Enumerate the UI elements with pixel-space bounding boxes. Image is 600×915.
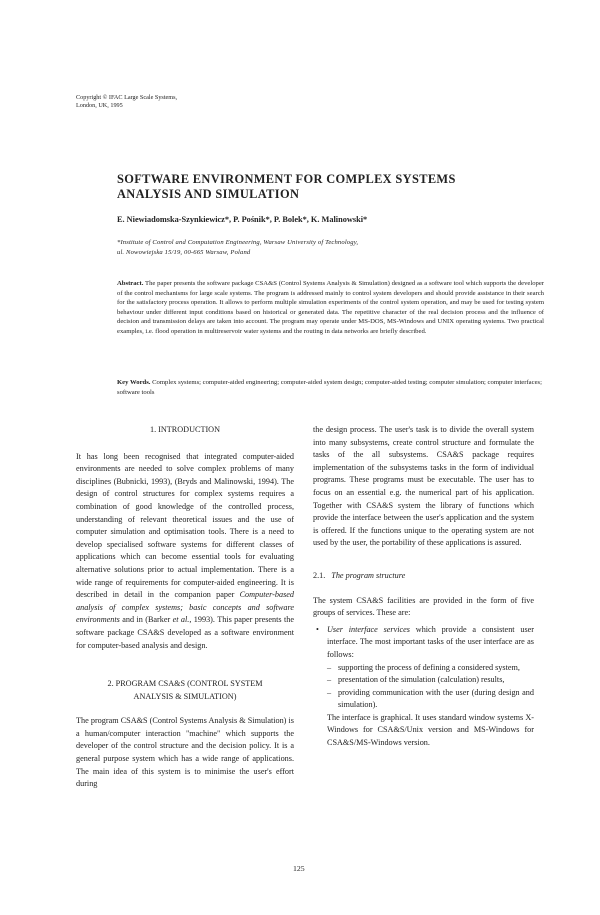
page-number: 125 (293, 864, 305, 873)
title-line-2: ANALYSIS AND SIMULATION (117, 187, 300, 201)
affiliation-line-2: ul. Nowowiejska 15/19, 00-665 Warsaw, Poland (117, 248, 251, 256)
paper-title (117, 172, 537, 202)
copyright-location: London, UK, 1995 (76, 101, 123, 109)
dash-mark: – (327, 662, 332, 672)
dash-list (327, 662, 534, 712)
subsection-heading (313, 570, 534, 583)
intro-text: It has long been recognised that integrated computer-aided environments are needed to solve complex problems of many disciplines (Bubnicki, 1993), (Bryds and Malinowski, 1994). The design of control structures for complex systems requires a combination of good knowledge of the controlled process, understanding of relevant theoretical issues and the use of computer simulation and optimisation tools. There is a need to develop specialised software systems for different classes of applications which can become essential tools for evaluating alternative solutions prior to actual implementation. There is a wide range of requirements for computer-aided engineering. It is described in detail in the companion paper (76, 451, 294, 600)
keywords-text: Complex systems; computer-aided engineering; computer-aided system design; computer-aided testing; computer simulation; computer interfaces; software tools (117, 379, 542, 396)
abstract (117, 279, 544, 336)
affiliation-line-1: *Institute of Control and Computation Engineering, Warsaw University of Technology, (117, 239, 359, 246)
section-heading-program (76, 678, 294, 703)
intro-text-end: , 1993). This paper presents the software package CSA&S developed as a software environment for computer-based analysis and design. (76, 615, 294, 650)
affiliation (117, 238, 545, 257)
interface-closing-paragraph: The interface is graphical. It uses standard window systems X-Windows for CSA&S/Unix version and MS-Windows for CSA&S/MS-Windows version. (327, 712, 534, 748)
dash-list-item (327, 674, 534, 687)
right-column (313, 424, 534, 750)
bullet-head: User interface services (327, 624, 410, 634)
subsection-number: 2.1. (313, 570, 326, 580)
continuation-paragraph: the design process. The user's task is to divide the overall system into many subsystems, create control structure and formulate the tasks of the all subsystems. CSA&S package requires implementation of the subsystems tasks in the form of individual programs. These programs must be executable. The user has to focus on an essential e.g. the numerical part of his application. Together with CSA&S system the library of functions which provide the interface between the user's application and the system is offered. If the functions unique to the operating system are not used by the user, the portability of these applications is assured. (313, 425, 534, 548)
keywords-label: Key Words. (117, 379, 151, 386)
bullet-text: which provide a consistent user interface. The most important tasks of the user interface are as follows: (327, 624, 534, 659)
citation-etal: et al. (172, 615, 190, 625)
title-line-1: SOFTWARE ENVIRONMENT FOR COMPLEX SYSTEMS (117, 172, 456, 186)
section2-paragraph: The program CSA&S (Control Systems Analysis & Simulation) is a human/computer interaction "machine" which supports the developer of the control structure and the decision policy. It is a general purpose system which has a wide range of applications. The main idea of this system is to minimise the user's effort during (76, 716, 294, 789)
dash-list-item (327, 662, 534, 675)
structure-intro-paragraph: The system CSA&S facilities are provided in the form of five groups of services. These are: (313, 595, 534, 618)
bullet-item-user-interface (313, 624, 534, 750)
companion-paper-title: Computer-based analysis of complex systems; basic concepts and software environments (76, 590, 294, 625)
keywords (117, 378, 544, 397)
section-heading-introduction: 1. INTRODUCTION (149, 425, 221, 434)
copyright-line: Copyright © IFAC Large Scale Systems, (76, 94, 178, 101)
intro-text-mid: and in (Barker (119, 615, 173, 625)
introduction-paragraph (76, 451, 294, 653)
dash-mark: – (327, 675, 332, 685)
dash-item-text: supporting the process of defining a considered system, (338, 662, 520, 672)
dash-mark: – (327, 687, 332, 697)
bullet-mark: • (316, 624, 319, 634)
section-heading-program-line-2: ANALYSIS & SIMULATION) (133, 691, 237, 701)
dash-list-item (327, 687, 534, 712)
copyright-notice (76, 94, 316, 109)
dash-item-text: providing communication with the user (during design and simulation). (338, 687, 534, 710)
abstract-label: Abstract. (117, 280, 144, 287)
dash-item-text: presentation of the simulation (calculation) results, (338, 675, 505, 685)
subsection-title: The program structure (331, 570, 406, 580)
left-column (76, 424, 294, 791)
author-list: E. Niewiadomska-Szynkiewicz*, P. Pośnik*, P. Bolek*, K. Malinowski* (117, 215, 368, 224)
abstract-text: The paper presents the software package CSA&S (Control Systems Analysis & Simulation) designed as a software tool which supports the developer of the control mechanisms for large scale systems. The program is addressed mainly to control system developers and should provide assistance in their search for the satisfactory process operation. It allows to perform multiple simulation experiments of the control system operation, and may be used for testing system behaviour under different input conditions based on historical or generated data. The repetitive character of the real decision process and the influence of decision and transmission delays are taken into account. The program may operate under MS-DOS, MS-Windows and UNIX operating systems. Two practical examples, i.e. flood operation in multireservoir water systems and the routing in data networks are briefly described. (117, 280, 544, 335)
section-heading-program-line-1: 2. PROGRAM CSA&S (CONTROL SYSTEM (107, 679, 263, 689)
